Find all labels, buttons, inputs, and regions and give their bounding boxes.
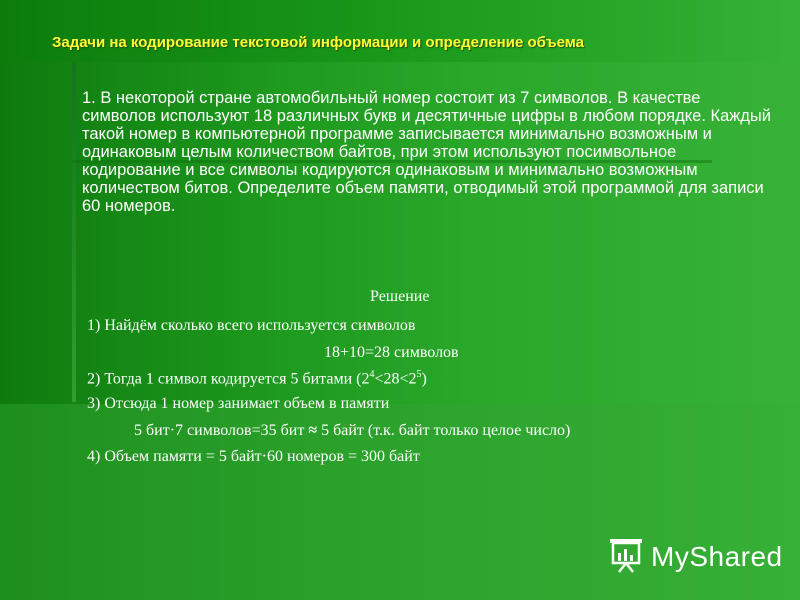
solution-step-1-calc: 18+10=28 символов xyxy=(324,344,459,361)
myshared-logo xyxy=(607,537,783,577)
decorative-vertical-line xyxy=(72,62,76,402)
solution-heading: Решение xyxy=(370,288,430,305)
slide-title: Задачи на кодирование текстовой информации и определение объема xyxy=(52,34,585,51)
top-band xyxy=(0,0,800,62)
solution-step-4: 4) Объем памяти = 5 байт·60 номеров = 300 байт xyxy=(87,448,420,465)
solution-step-3-calc xyxy=(134,422,570,440)
problem-statement: 1. В некоторой стране автомобильный номер состоит из 7 символов. В качестве символов используют 18 различных букв и десятичные цифры в любом порядке. Каждый такой номер в компьютерной программе записывается минимально возможным и одинаковым целым количеством байтов, при этом используют посимвольное кодирование и все символы кодируются одинаковым и минимально возможным количеством битов. Определите объем памяти, отводимый этой программой для записи 60 номеров. xyxy=(82,89,772,215)
step-2-exp-2: 5 xyxy=(416,369,422,380)
solution-step-3: 3) Отсюда 1 номер занимает объем в памяти xyxy=(87,395,390,412)
step-3-calc-a: 5 бит·7 символов=35 бит xyxy=(134,422,309,439)
approx-symbol: ≈ xyxy=(308,422,318,439)
step-2-exp-1: 4 xyxy=(369,369,375,380)
solution-step-1: 1) Найдём сколько всего используется символов xyxy=(87,317,416,334)
step-2-prefix: 2) Тогда 1 символ кодируется 5 битами (2 xyxy=(87,370,370,388)
presentation-chart-icon xyxy=(607,536,645,579)
step-3-calc-b: 5 байт (т.к. байт только целое число) xyxy=(317,422,571,439)
logo-text: MyShared xyxy=(651,541,783,572)
solution-step-2 xyxy=(87,369,427,388)
step-2-suffix: ) xyxy=(421,370,427,388)
step-2-mid: <28<2 xyxy=(374,370,417,388)
